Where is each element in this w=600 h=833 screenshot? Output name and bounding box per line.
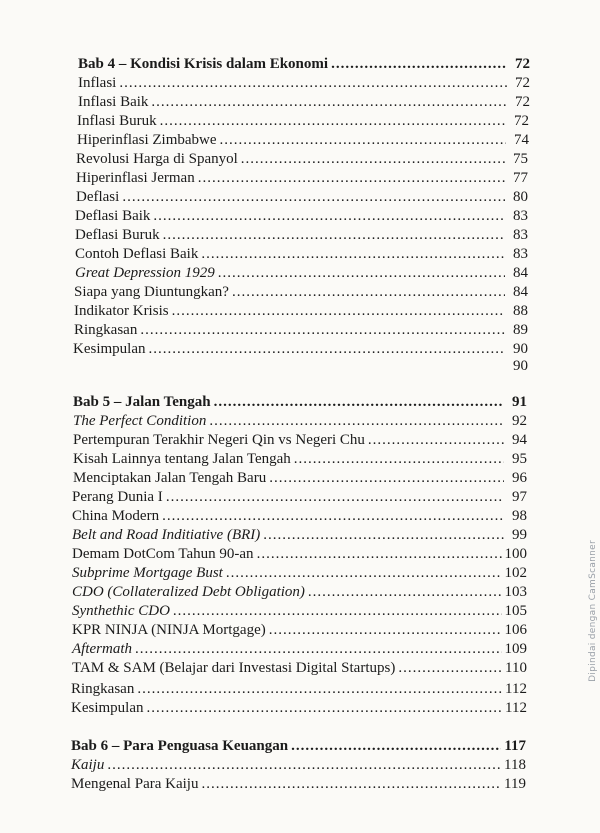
toc-entry: Deflasi ..... 80 [76,188,528,206]
toc-entry: Hiperinflasi Jerman ..... 77 [76,169,528,187]
toc-entry: Deflasi Baik ..... 83 [75,207,528,225]
page-number: 117 [504,738,526,754]
toc-entry: China Modern ..... 98 [72,507,527,525]
toc-entry: Synthethic CDO ..... 105 [72,602,527,620]
toc-entry: Contoh Deflasi Baik ..... 83 [75,245,528,263]
chapter-heading-bab-6 [71,737,526,755]
scanner-watermark: Dipindai dengan CamScanner [588,540,598,682]
toc-entry: Siapa yang Diuntungkan? ..... 84 [74,283,528,301]
toc-entry: Pertempuran Terakhir Negeri Qin vs Negeri Chu ..... 94 [73,431,527,449]
toc-entry-trailing-page [73,357,528,375]
chapter-title: Bab 6 – Para Penguasa Keuangan [71,738,289,754]
toc-entry: Kaiju ..... 118 [71,756,526,774]
toc-entry: Ringkasan ..... 89 [74,321,528,339]
toc-entry: Great Depression 1929 ..... 84 [75,264,528,282]
toc-entry: Kesimpulan ..... 90 [73,340,528,358]
toc-entry: Inflasi ..... 72 [78,74,530,92]
page-number: 91 [512,394,527,410]
toc-entry: Ringkasan ..... 112 [71,680,527,698]
toc-entry: Inflasi Buruk ..... 72 [77,112,529,130]
toc-entry: Belt and Road Inditiative (BRI) ..... 99 [72,526,527,544]
toc-entry: Deflasi Buruk ..... 83 [75,226,528,244]
toc-entry: Perang Dunia I ..... 97 [72,488,527,506]
chapter-heading-bab-4 [78,55,530,73]
toc-entry: Revolusi Harga di Spanyol ..... 75 [76,150,528,168]
toc-entry: CDO (Collateralized Debt Obligation) ..... 103 [72,583,527,601]
toc-entry: Subprime Mortgage Bust ..... 102 [72,564,527,582]
toc-entry: KPR NINJA (NINJA Mortgage) ..... 106 [72,621,527,639]
toc-entry: The Perfect Condition ..... 92 [73,412,527,430]
toc-entry: TAM & SAM (Belajar dari Investasi Digital Startups) ..... 110 [72,659,527,677]
page-number: 90 [513,358,528,374]
page-number: 72 [515,56,530,72]
toc-entry: Indikator Krisis ..... 88 [74,302,528,320]
toc-entry: Kisah Lainnya tentang Jalan Tengah ..... 95 [73,450,527,468]
toc-entry: Menciptakan Jalan Tengah Baru ..... 96 [73,469,527,487]
toc-entry: Hiperinflasi Zimbabwe ..... 74 [77,131,529,149]
toc-entry: Aftermath ..... 109 [72,640,527,658]
chapter-heading-bab-5 [73,393,527,411]
chapter-title: Bab 5 – Jalan Tengah [73,394,211,410]
toc-entry: Kesimpulan ..... 112 [71,699,527,717]
toc-entry: Demam DotCom Tahun 90-an ..... 100 [72,545,527,563]
toc-entry: Mengenal Para Kaiju ..... 119 [71,775,526,793]
toc-entry: Inflasi Baik ..... 72 [78,93,530,111]
chapter-title: Bab 4 – Kondisi Krisis dalam Ekonomi [78,56,329,72]
